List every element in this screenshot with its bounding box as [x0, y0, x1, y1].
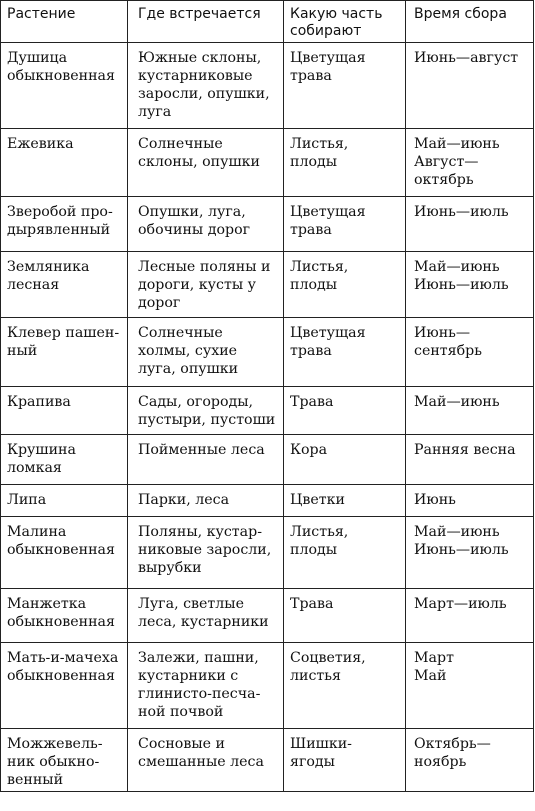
collected-part-cell: Листья, плоды — [284, 517, 406, 589]
collection-time-cell: Март—июль — [406, 589, 534, 643]
collected-part-cell: Соцветия, листья — [284, 643, 406, 729]
header-row — [1, 1, 534, 43]
collected-part-cell: Трава — [284, 387, 406, 435]
table-row — [1, 252, 534, 318]
plant-name-cell: Малина обыкновенная — [1, 517, 128, 589]
plant-name-cell: Зверобой про- дырявленный — [1, 197, 128, 252]
habitat-cell: Пойменные леса — [128, 435, 284, 485]
collected-part-cell: Кора — [284, 435, 406, 485]
habitat-cell: Сады, огороды, пустыри, пустоши — [128, 387, 284, 435]
plant-name-cell: Крапива — [1, 387, 128, 435]
collected-part-cell: Цветущая трава — [284, 43, 406, 129]
habitat-cell: Солнечные холмы, сухие луга, опушки — [128, 318, 284, 387]
table-row — [1, 129, 534, 197]
collected-part-cell: Шишки- ягоды — [284, 729, 406, 792]
collection-time-cell: Ранняя весна — [406, 435, 534, 485]
plant-name-cell: Мать-и-мачеха обыкновенная — [1, 643, 128, 729]
habitat-cell: Луга, светлые леса, кустарники — [128, 589, 284, 643]
plant-name-cell: Ежевика — [1, 129, 128, 197]
collected-part-cell: Цветущая трава — [284, 318, 406, 387]
habitat-cell: Опушки, луга, обочины дорог — [128, 197, 284, 252]
table-row — [1, 43, 534, 129]
plant-name-cell: Липа — [1, 485, 128, 517]
collection-time-cell: Май—июнь Июнь—июль — [406, 517, 534, 589]
collection-time-cell: Март Май — [406, 643, 534, 729]
collection-time-cell: Май—июнь Июнь—июль — [406, 252, 534, 318]
habitat-cell: Поляны, кустар- никовые заросли, вырубки — [128, 517, 284, 589]
table-row — [1, 485, 534, 517]
table-row — [1, 435, 534, 485]
header-plant: Растение — [1, 1, 128, 43]
collected-part-cell: Трава — [284, 589, 406, 643]
collection-time-cell: Октябрь— ноябрь — [406, 729, 534, 792]
collected-part-cell: Цветки — [284, 485, 406, 517]
habitat-cell: Сосновые и смешанные леса — [128, 729, 284, 792]
habitat-cell: Солнечные склоны, опушки — [128, 129, 284, 197]
header-time: Время сбора — [406, 1, 534, 43]
plant-name-cell: Земляника лесная — [1, 252, 128, 318]
collection-time-cell: Май—июнь — [406, 387, 534, 435]
plant-name-cell: Крушина ломкая — [1, 435, 128, 485]
collection-time-cell: Июнь— сентябрь — [406, 318, 534, 387]
table-row — [1, 387, 534, 435]
table-row — [1, 729, 534, 792]
collection-time-cell: Июнь — [406, 485, 534, 517]
collected-part-cell: Листья, плоды — [284, 252, 406, 318]
habitat-cell: Залежи, пашни, кустарники с глинисто-песча- ной почвой — [128, 643, 284, 729]
habitat-cell: Лесные поляны и дороги, кусты у дорог — [128, 252, 284, 318]
collected-part-cell: Цветущая трава — [284, 197, 406, 252]
collection-time-cell: Июнь—июль — [406, 197, 534, 252]
plant-name-cell: Манжетка обыкновенная — [1, 589, 128, 643]
collection-time-cell: Май—июнь Август— октябрь — [406, 129, 534, 197]
table-row — [1, 517, 534, 589]
header-habitat: Где встречается — [128, 1, 284, 43]
habitat-cell: Южные склоны, кустарниковые заросли, опушки, луга — [128, 43, 284, 129]
table-row — [1, 589, 534, 643]
table-row — [1, 197, 534, 252]
plant-name-cell: Можжевель- ник обыкно- венный — [1, 729, 128, 792]
plant-name-cell: Душица обыкновенная — [1, 43, 128, 129]
table-row — [1, 643, 534, 729]
collected-part-cell: Листья, плоды — [284, 129, 406, 197]
plant-name-cell: Клевер пашен- ный — [1, 318, 128, 387]
habitat-cell: Парки, леса — [128, 485, 284, 517]
collection-time-cell: Июнь—август — [406, 43, 534, 129]
table-row — [1, 318, 534, 387]
header-part: Какую часть собирают — [284, 1, 406, 43]
